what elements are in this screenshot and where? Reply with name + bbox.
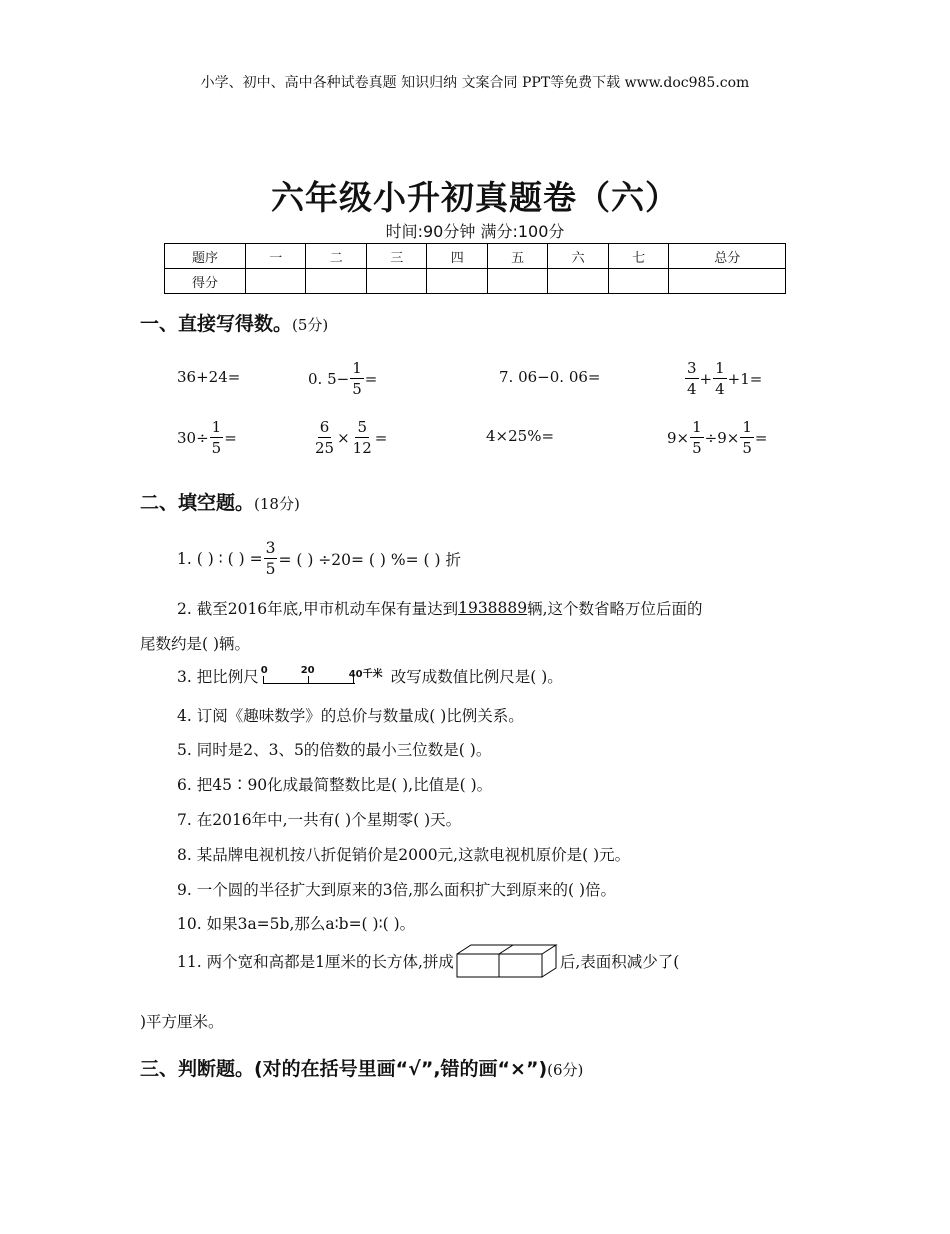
denominator: 5 [742, 439, 752, 457]
calc-item-6 [312, 417, 387, 458]
header-banner: 小学、初中、高中各种试卷真题 知识归纳 文案合同 PPT等免费下载 www.doc985.com [200, 75, 750, 91]
fill-question-2-cont [140, 632, 250, 654]
score-cell[interactable] [669, 269, 786, 294]
fraction [690, 417, 704, 458]
fraction [264, 538, 278, 579]
numerator: 1 [352, 359, 362, 377]
score-table-score-row [165, 269, 786, 294]
score-cell[interactable] [246, 269, 306, 294]
ruler-label: 0 [260, 665, 268, 676]
calc-text: = [374, 428, 388, 447]
section3-points: (6分) [547, 1061, 584, 1079]
numerator: 3 [687, 359, 697, 377]
numerator: 1 [692, 418, 702, 436]
denominator: 5 [692, 439, 702, 457]
calc-text: 36+24= [177, 368, 241, 386]
denominator: 25 [315, 439, 335, 457]
question-text: 1. ( ) ∶ ( ) = [177, 549, 263, 568]
denominator: 4 [687, 380, 697, 398]
ruler-tick [263, 676, 264, 684]
ruler-label: 40千米 [348, 669, 383, 680]
fill-question-4 [177, 704, 524, 726]
exam-title: 六年级小升初真题卷（六） [271, 178, 679, 217]
question-text: 9. 一个圆的半径扩大到原来的3倍,那么面积扩大到原来的( )倍。 [177, 881, 617, 899]
calc-item-3 [499, 368, 600, 386]
numerator: 1 [211, 418, 222, 436]
score-cell[interactable] [548, 269, 608, 294]
denominator: 4 [715, 380, 725, 398]
fill-question-3 [177, 665, 563, 687]
section2-heading [140, 488, 300, 515]
calc-text: = [364, 369, 378, 388]
calc-text: 30÷ [177, 428, 209, 447]
table-cell: 三 [366, 244, 426, 269]
fill-question-11 [177, 944, 679, 978]
calc-item-2 [308, 358, 377, 399]
calc-text: 4×25%= [486, 427, 555, 445]
calc-item-1 [177, 368, 240, 386]
question-text: 5. 同时是2、3、5的倍数的最小三位数是( )。 [177, 741, 492, 759]
section3-title: 三、判断题。(对的在括号里画“√”,错的画“×”) [140, 1058, 548, 1080]
section3-heading [140, 1054, 583, 1081]
fraction [685, 358, 699, 399]
numerator: 1 [742, 418, 752, 436]
exam-subtitle: 时间:90分钟 满分:100分 [385, 222, 565, 241]
calc-text: = [754, 428, 768, 447]
section1-points: (5分) [292, 316, 329, 334]
section2-title: 二、填空题。 [140, 492, 255, 514]
question-text: 改写成数值比例尺是( )。 [390, 668, 563, 686]
numerator: 3 [265, 539, 276, 557]
score-cell[interactable] [608, 269, 668, 294]
score-cell[interactable] [306, 269, 366, 294]
calc-text: = [224, 428, 237, 447]
question-text: 后,表面积减少了( [559, 953, 680, 971]
question-text: )平方厘米。 [140, 1013, 224, 1031]
table-cell: 六 [548, 244, 608, 269]
fill-question-2 [177, 597, 703, 619]
table-cell: 总分 [669, 244, 786, 269]
denominator: 5 [352, 380, 362, 398]
fraction [713, 358, 727, 399]
table-cell: 一 [246, 244, 306, 269]
fraction [210, 417, 224, 458]
fill-question-11-cont [140, 1010, 224, 1032]
score-table-header-row [165, 244, 786, 269]
score-table [164, 243, 786, 294]
calc-item-8 [667, 417, 767, 458]
calc-item-5 [177, 417, 237, 458]
question-text: 尾数约是( )辆。 [140, 635, 251, 653]
fraction [350, 358, 364, 399]
question-text: 2. 截至2016年底,甲市机动车保有量达到 [177, 600, 459, 618]
fill-question-9 [177, 878, 616, 900]
scale-ruler [261, 665, 389, 687]
calc-text: +1= [727, 369, 763, 388]
calc-text: ÷9× [704, 428, 740, 447]
denominator: 5 [211, 439, 222, 457]
question-text: 6. 把45∶90化成最简整数比是( ),比值是( )。 [177, 776, 493, 794]
calc-text: 9× [667, 428, 690, 447]
denominator: 12 [352, 439, 372, 457]
question-text: 4. 订阅《趣味数学》的总价与数量成( )比例关系。 [177, 707, 524, 725]
question-text: 7. 在2016年中,一共有( )个星期零( )天。 [177, 811, 462, 829]
table-cell: 二 [306, 244, 366, 269]
section1-heading [140, 309, 328, 336]
score-cell[interactable] [427, 269, 487, 294]
question-text: 辆,这个数省略万位后面的 [527, 600, 703, 618]
table-cell: 七 [608, 244, 668, 269]
fill-question-6 [177, 773, 492, 795]
fill-question-1 [177, 538, 461, 579]
calc-item-4 [684, 358, 762, 399]
calc-item-7 [486, 427, 554, 445]
calc-text: 0. 5− [308, 369, 350, 388]
table-cell: 四 [427, 244, 487, 269]
fill-question-5 [177, 738, 491, 760]
denominator: 5 [265, 560, 276, 578]
table-cell: 五 [487, 244, 547, 269]
score-cell[interactable] [487, 269, 547, 294]
section2-points: (18分) [254, 495, 300, 513]
question-text: 10. 如果3a=5b,那么a∶b=( )∶( )。 [177, 915, 416, 933]
cuboids-figure [456, 944, 558, 978]
question-text: 3. 把比例尺 [177, 668, 259, 686]
section1-title: 一、直接写得数。 [140, 313, 293, 335]
fraction [313, 417, 336, 458]
score-cell[interactable] [366, 269, 426, 294]
fraction [740, 417, 754, 458]
question-text: 8. 某品牌电视机按八折促销价是2000元,这款电视机原价是( )元。 [177, 846, 631, 864]
fill-question-8 [177, 843, 630, 865]
ruler-tick [308, 676, 309, 684]
ruler-label: 20 [300, 665, 315, 676]
fill-question-7 [177, 808, 461, 830]
ruler-line [263, 683, 355, 684]
table-cell: 题序 [165, 244, 246, 269]
fraction [351, 417, 374, 458]
calc-text: + [699, 369, 713, 388]
table-cell: 得分 [165, 269, 246, 294]
calc-text: 7. 06−0. 06= [499, 368, 601, 386]
numerator: 6 [319, 418, 330, 436]
calc-text: × [337, 428, 350, 447]
question-text: = ( ) ÷20= ( ) %= ( ) 折 [278, 550, 461, 569]
underlined-number: 1938889 [458, 599, 528, 617]
numerator: 1 [715, 359, 725, 377]
question-text: 11. 两个宽和高都是1厘米的长方体,拼成 [177, 953, 454, 971]
fill-question-10 [177, 912, 415, 934]
numerator: 5 [357, 418, 367, 436]
